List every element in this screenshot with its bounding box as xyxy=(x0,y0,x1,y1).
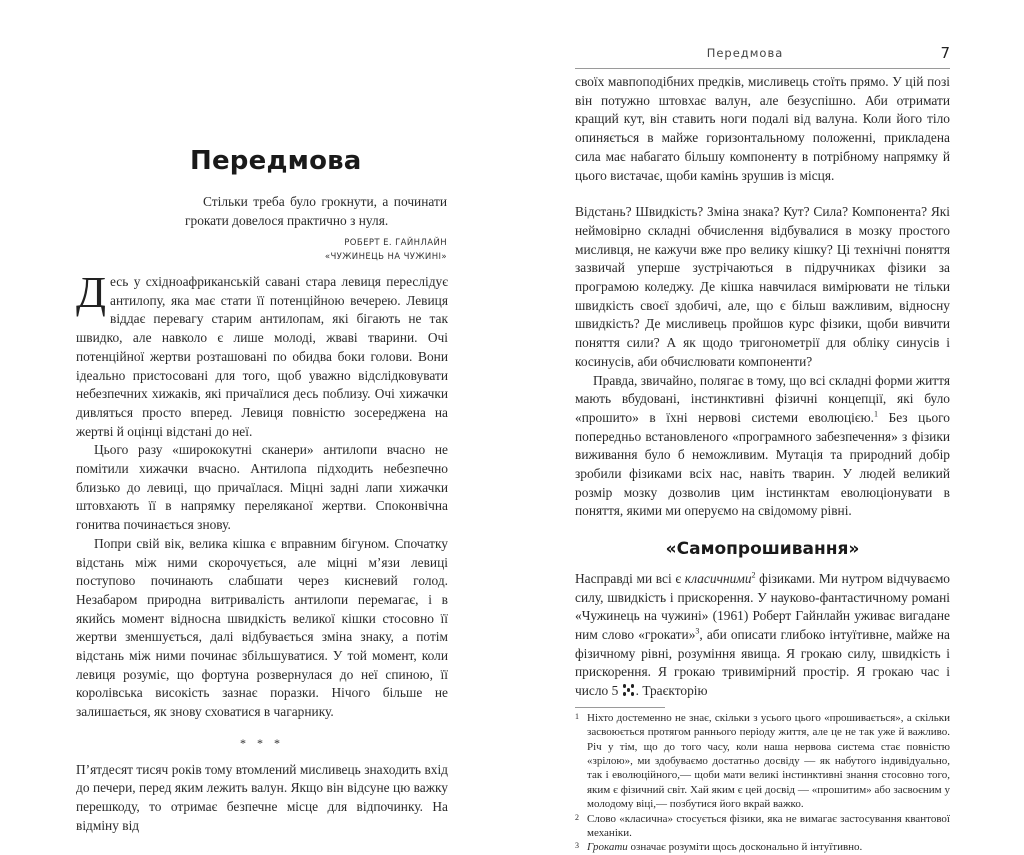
footnote-number: 1 xyxy=(575,711,579,721)
questions-paragraph: Відстань? Швидкість? Зміна знака? Кут? Сила? Компонента? Які неймовірно складні обчислення відбувалися в мозку простого мисливця, не кажучи вже про велику кішку? Ці технічні поняття зазвичай уперше зустрічаються в підручниках фізики за програмою коледжу. Де кішка навчилася вимірювати не тільки швидкість своєї здобичі, але, що є більш важливим, відносну швидкість? Де мисливець пройшов курс фізики, щоби вивчити поняття сили? А як щодо тригонометрії для обліку синусів і косинусів, аби обчислювати компоненти? xyxy=(575,204,950,369)
epigraph xyxy=(185,193,447,230)
paragraph-text: фізиками. Ми нутром відчуваємо силу, швидкість і прискорення. У науково-фантастичному романі «Чужинець на чужині» (1961) Роберт Гайнлайн уживає вигадане ним слово «грокати» xyxy=(575,570,950,642)
paragraph: Попри свій вік, велика кішка є вправним бігуном. Спочатку відстань між ними скорочується, але міцні м’язи левиці поступово починають слабшати через кисневий голод. Незабаром природна витривалість антилопи перемагає, і в якийсь момент відносна швидкість великої кішки стосовно її жертви зменшується, далі відбувається зміна знаку, а потім відстань між ними починає збільшуватися. У той момент, коли левиця розуміє, що фортуна розвернулася до неї спиною, її королівська високість зазнає поразки. Нічого більше не залишається, як знову сховатися в чагарнику. xyxy=(76,535,448,720)
footnote xyxy=(575,840,950,854)
opening-paragraph xyxy=(76,268,448,441)
truth-paragraph xyxy=(575,372,950,522)
footnote xyxy=(575,711,950,812)
section-separator: * * * xyxy=(240,735,284,750)
paragraph-text: , аби описати глибоко інтуїтивне, майже на фізичному рівні, розуміння явища. Я грокаю силу, швидкість і прискорення. Я грокаю тривимірний простір. Я грокаю час і число 5 xyxy=(575,626,950,699)
paragraph: Цього разу «ширококутні сканери» антилопи вчасно не помітили хижачки вчасно. Антилопа підходить небезпечно близько до левиці, що причаїлася. Міцні задні лапи хижачки штовхають її в напрямку переляканої жертви. Споконвічна гонитва починається знову. xyxy=(76,442,448,533)
footnote-divider xyxy=(575,707,665,708)
right-body-text xyxy=(575,73,950,855)
epigraph-source: «ЧУЖИНЕЦЬ НА ЧУЖИНІ» xyxy=(324,252,447,262)
epigraph-attribution xyxy=(185,236,447,264)
footnote-ref[interactable]: 2 xyxy=(751,570,756,580)
footnote xyxy=(575,812,950,841)
italic-term: Грокати xyxy=(587,841,628,854)
running-title: Передмова xyxy=(706,46,784,60)
footnote-number: 2 xyxy=(575,812,579,822)
paragraph-text: . Траєкторію xyxy=(635,683,708,699)
continuation-paragraph: своїх мавпоподібних предків, мисливець стоїть прямо. У цій позі він потужно штовхає валун, але безуспішно. Аби отримати кращий кут, він ставить ноги подалі від валуна. Коли його тіло опиняється в майже горизонтальному положенні, прикладена сила має набагато більшу компоненту в потрібному напрямку й цього вистачає, щоби камінь зрушив із місця. xyxy=(575,74,950,183)
section-paragraph xyxy=(575,570,950,701)
page-number: 7 xyxy=(940,44,950,62)
epigraph-author: РОБЕРТ Е. ГАЙНЛАЙН xyxy=(344,238,447,248)
drop-cap: Д xyxy=(76,268,107,317)
paragraph-text: Без цього попередньо встановленого «програмного забезпечення» з фізики виживання було б неможливим. Мутація та природний добір зробили фізиками всіх нас, навіть тварин. У людей великий розмір мозку дозволив цим інстинктам еволюціонувати в поняття, якими ми оперуємо на свідомому рівні. xyxy=(575,409,950,519)
paragraph: П’ятдесят тисяч років тому втомлений мисливець знаходить вхід до печери, перед яким лежить валун. Якщо він відсуне цю важку перешкоду, то отримає безпечне місце для відпочинку. На відміну від xyxy=(76,761,448,833)
paragraph-text: Насправді ми всі є xyxy=(575,570,685,586)
left-page xyxy=(0,0,512,833)
section-heading: «Самопрошивання» xyxy=(665,539,860,560)
italic-term: класичними xyxy=(684,570,752,586)
paragraph-text: Правда, звичайно, полягає в тому, що всі складні форми життя мають вбудовані, інстинктивні фізичні концепції, які було «прошито» в їхні нервові системи еволюцією. xyxy=(575,372,950,425)
dice-five-icon xyxy=(622,684,636,696)
chapter-title: Передмова xyxy=(190,146,362,176)
running-header xyxy=(575,46,950,69)
footnote-text: Слово «класична» стосується фізики, яка не вимагає застосування квантової механіки. xyxy=(587,812,950,840)
footnotes xyxy=(575,711,950,855)
footnote-ref[interactable]: 3 xyxy=(695,626,700,636)
paragraph-text: есь у східноафриканській савані стара левиця переслідує антилопу, яка має стати її потенційною вечерею. Левиця віддає перевагу старим антилопам, які бігають не так швидко, але навколо є лише молоді, жваві тварини. Очі потенційної жертви розташовані по обидва боки голови. Вони ідеально пристосовані для того, щоб уважно відслідковувати небезпечних хижаків, які причаїлися десь поблизу. Очі хижачки дивляться просто вперед. Левиця повністю зосереджена на жертві й оцінці відстані до неї. xyxy=(76,274,448,439)
footnote-text: Ніхто достеменно не знає, скільки з усього цього «прошивається», а скільки засвоюється протягом раннього періоду життя, але це не так уже й важливо. Річ у тім, що до того часу, коли наша нервова система стає повністю «зрілою», ми здобуваємо достатньо досвіду — як набутого індивідуально, так і еволюційного,— щоби мати великі інстинктивні знання стосовно того, яким є фізичний світ. Хай яким є цей досвід — «прошитим» або засвоєним у молодому віці,— позбутися його вкрай важко. xyxy=(587,711,950,811)
footnote-number: 3 xyxy=(575,841,579,851)
epigraph-text: Стільки треба було грокнути, а починати грокати довелося практично з нуля. xyxy=(185,194,447,228)
left-body-text xyxy=(76,268,448,835)
footnote-ref[interactable]: 1 xyxy=(873,409,878,419)
footnote-text xyxy=(587,840,950,854)
footnote-body: означає розуміти щось досконально й інтуїтивно. xyxy=(627,841,863,854)
